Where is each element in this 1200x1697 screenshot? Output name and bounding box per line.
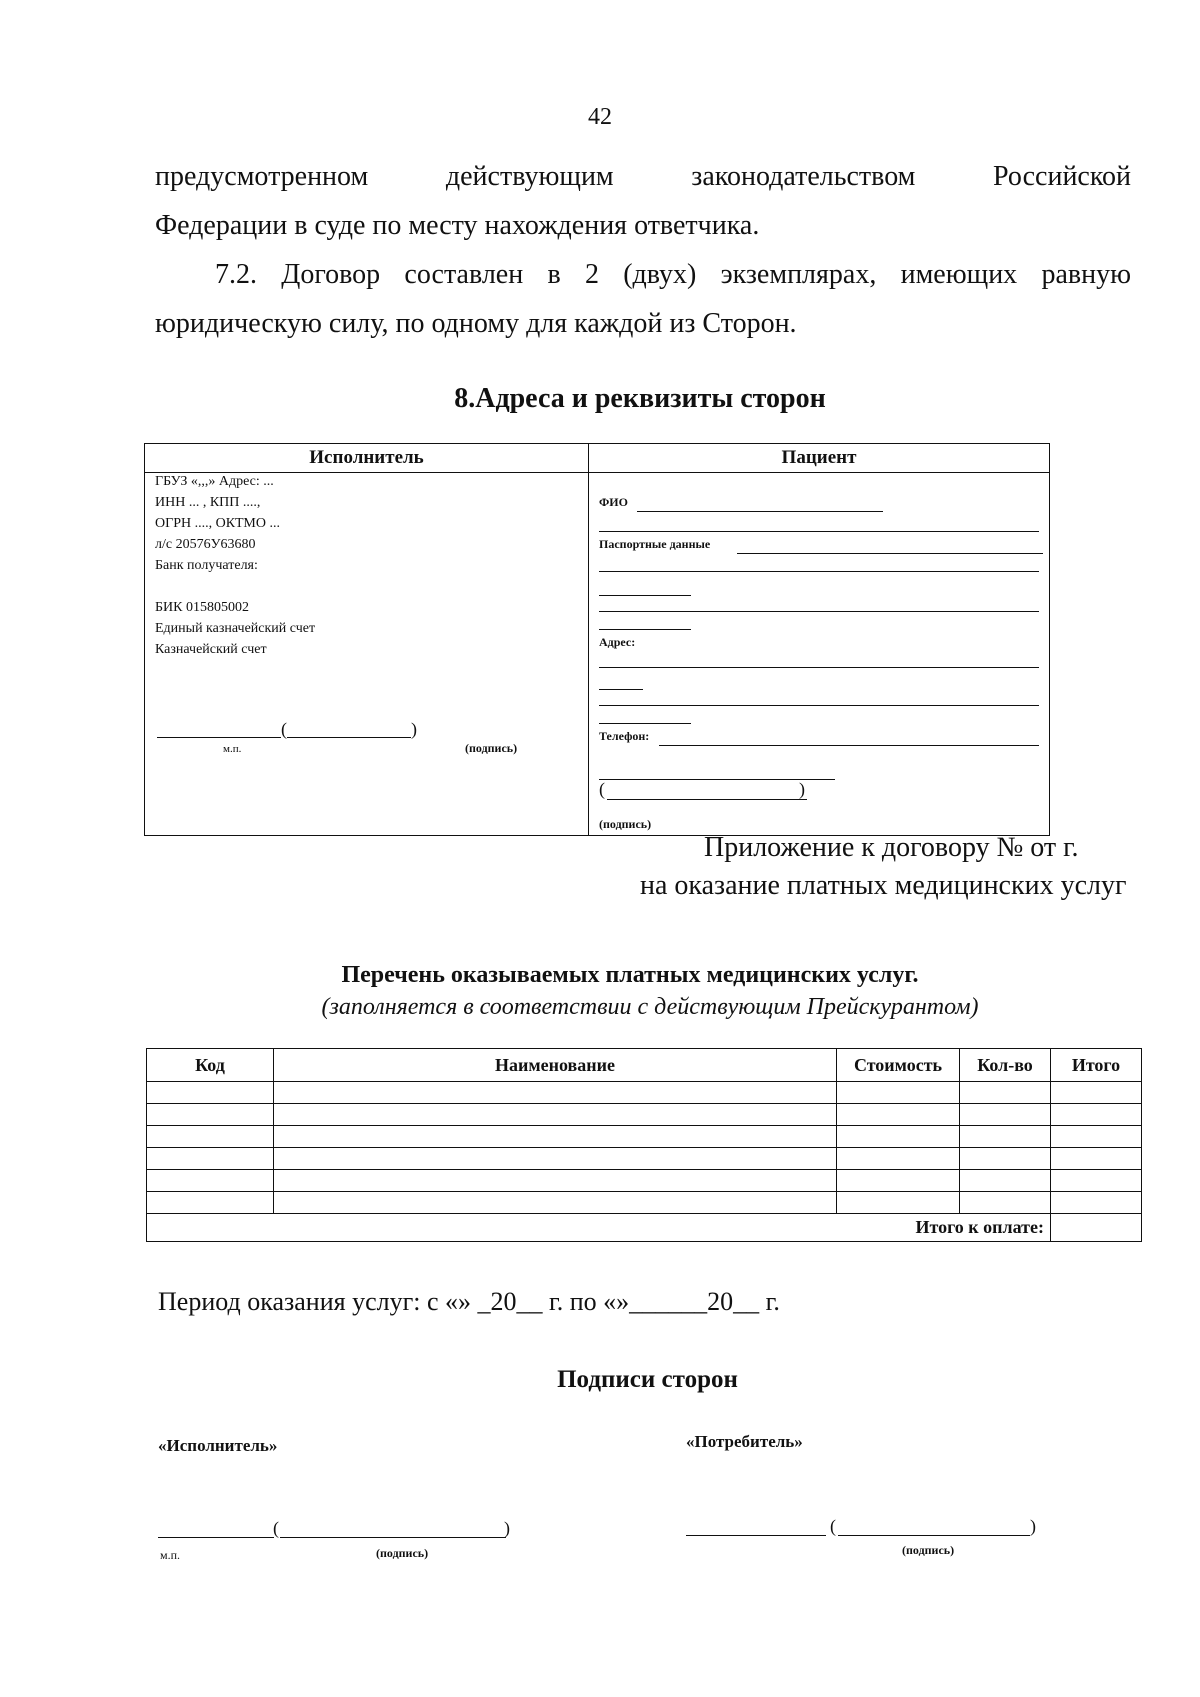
address-label: Адрес: (599, 635, 636, 649)
patient-name-line (607, 799, 807, 800)
services-table (146, 1048, 1142, 1242)
consumer-sign-label: (подпись) (902, 1543, 955, 1557)
patient-sign-label: (подпись) (599, 817, 652, 831)
executor-sign-line (157, 737, 281, 738)
bracket-close: ) (799, 779, 805, 799)
executor-header: Исполнитель (145, 444, 589, 473)
para1-line1 (155, 152, 1131, 201)
total-row (147, 1214, 1142, 1242)
word: действующим (445, 161, 614, 192)
executor-sign-label: (подпись) (376, 1546, 429, 1560)
col-name: Наименование (274, 1049, 837, 1082)
line (599, 531, 1039, 532)
executor-line: ОГРН ...., ОКТМО ... (155, 516, 280, 531)
passport-line (737, 553, 1043, 554)
col-cost: Стоимость (837, 1049, 960, 1082)
consumer-signature-line (686, 1535, 826, 1536)
line (599, 723, 691, 724)
bracket-open: ( (273, 1518, 279, 1538)
line (599, 689, 643, 690)
line (599, 571, 1039, 572)
table-row (147, 1148, 1142, 1170)
table-row (147, 1192, 1142, 1214)
bracket-close: ) (1030, 1516, 1036, 1536)
phone-line (659, 745, 1039, 746)
service-period: Период оказания услуг: с «» _20__ г. по «»______20__ г. (158, 1287, 780, 1316)
executor-role: «Исполнитель» (158, 1436, 278, 1455)
line (599, 629, 691, 630)
services-title: Перечень оказываемых платных медицинских услуг. (341, 962, 919, 988)
table-row (147, 1170, 1142, 1192)
requisites-table (144, 443, 1050, 836)
services-header-row (147, 1049, 1142, 1082)
table-row (147, 1104, 1142, 1126)
signatures-title: Подписи сторон (557, 1366, 738, 1393)
page-number: 42 (588, 104, 612, 130)
col-total: Итого (1051, 1049, 1142, 1082)
spacer (155, 576, 588, 597)
sign-label: (подпись) (465, 741, 518, 755)
bracket-open: ( (830, 1516, 836, 1536)
table-row (147, 1082, 1142, 1104)
consumer-name-line (838, 1535, 1030, 1536)
appendix-line2: на оказание платных медицинских услуг (640, 870, 1127, 901)
patient-cell (589, 473, 1050, 836)
fio-label: ФИО (599, 495, 628, 509)
stamp-label: м.п. (160, 1548, 181, 1562)
fio-line (637, 511, 883, 512)
phone-label: Телефон: (599, 729, 650, 743)
total-label: Итого к оплате: (147, 1214, 1051, 1242)
table-row (147, 1126, 1142, 1148)
executor-line: БИК 015805002 (155, 600, 249, 615)
word: законодательством (691, 161, 916, 192)
executor-line: Банк получателя: (155, 558, 258, 573)
executor-signature-line (158, 1537, 274, 1538)
line (599, 595, 691, 596)
appendix-line1: Приложение к договору № от г. (704, 832, 1079, 863)
word: Российской (993, 161, 1132, 192)
executor-details (145, 471, 588, 660)
executor-line: ГБУЗ «,,,» Адрес: ... (155, 474, 274, 489)
address-line (599, 667, 1039, 668)
executor-cell (145, 473, 589, 836)
executor-line: Единый казначейский счет (155, 621, 316, 636)
word: предусмотренном (155, 161, 369, 192)
bracket-close: ) (504, 1518, 510, 1538)
bracket-close: ) (411, 719, 417, 739)
bracket-open: ( (281, 719, 287, 739)
section-8-title: 8.Адреса и реквизиты сторон (454, 383, 826, 414)
line (599, 705, 1039, 706)
executor-line: л/с 20576У63680 (155, 537, 256, 552)
line (599, 611, 1039, 612)
col-code: Код (147, 1049, 274, 1082)
services-subtitle: (заполняется в соответствии с действующим Прейскурантом) (321, 994, 979, 1020)
patient-header: Пациент (589, 444, 1050, 473)
para1-line2: Федерации в суде по месту нахождения ответчика. (155, 210, 760, 241)
executor-name-line (287, 737, 411, 738)
bracket-open: ( (599, 779, 605, 799)
stamp-label: м.п. (223, 743, 242, 755)
executor-line: Казначейский счет (155, 642, 267, 657)
paragraph-7-1 (155, 152, 1131, 348)
executor-name-line (280, 1537, 506, 1538)
consumer-role: «Потребитель» (686, 1432, 803, 1451)
total-value (1051, 1214, 1142, 1242)
paragraph-7-2: 7.2. Договор составлен в 2 (двух) экземплярах, имеющих равную юридическую силу, по одному для каждой из Сторон. (155, 259, 1131, 339)
passport-label: Паспортные данные (599, 537, 711, 551)
executor-line: ИНН ... , КПП ...., (155, 495, 261, 510)
col-qty: Кол-во (960, 1049, 1051, 1082)
